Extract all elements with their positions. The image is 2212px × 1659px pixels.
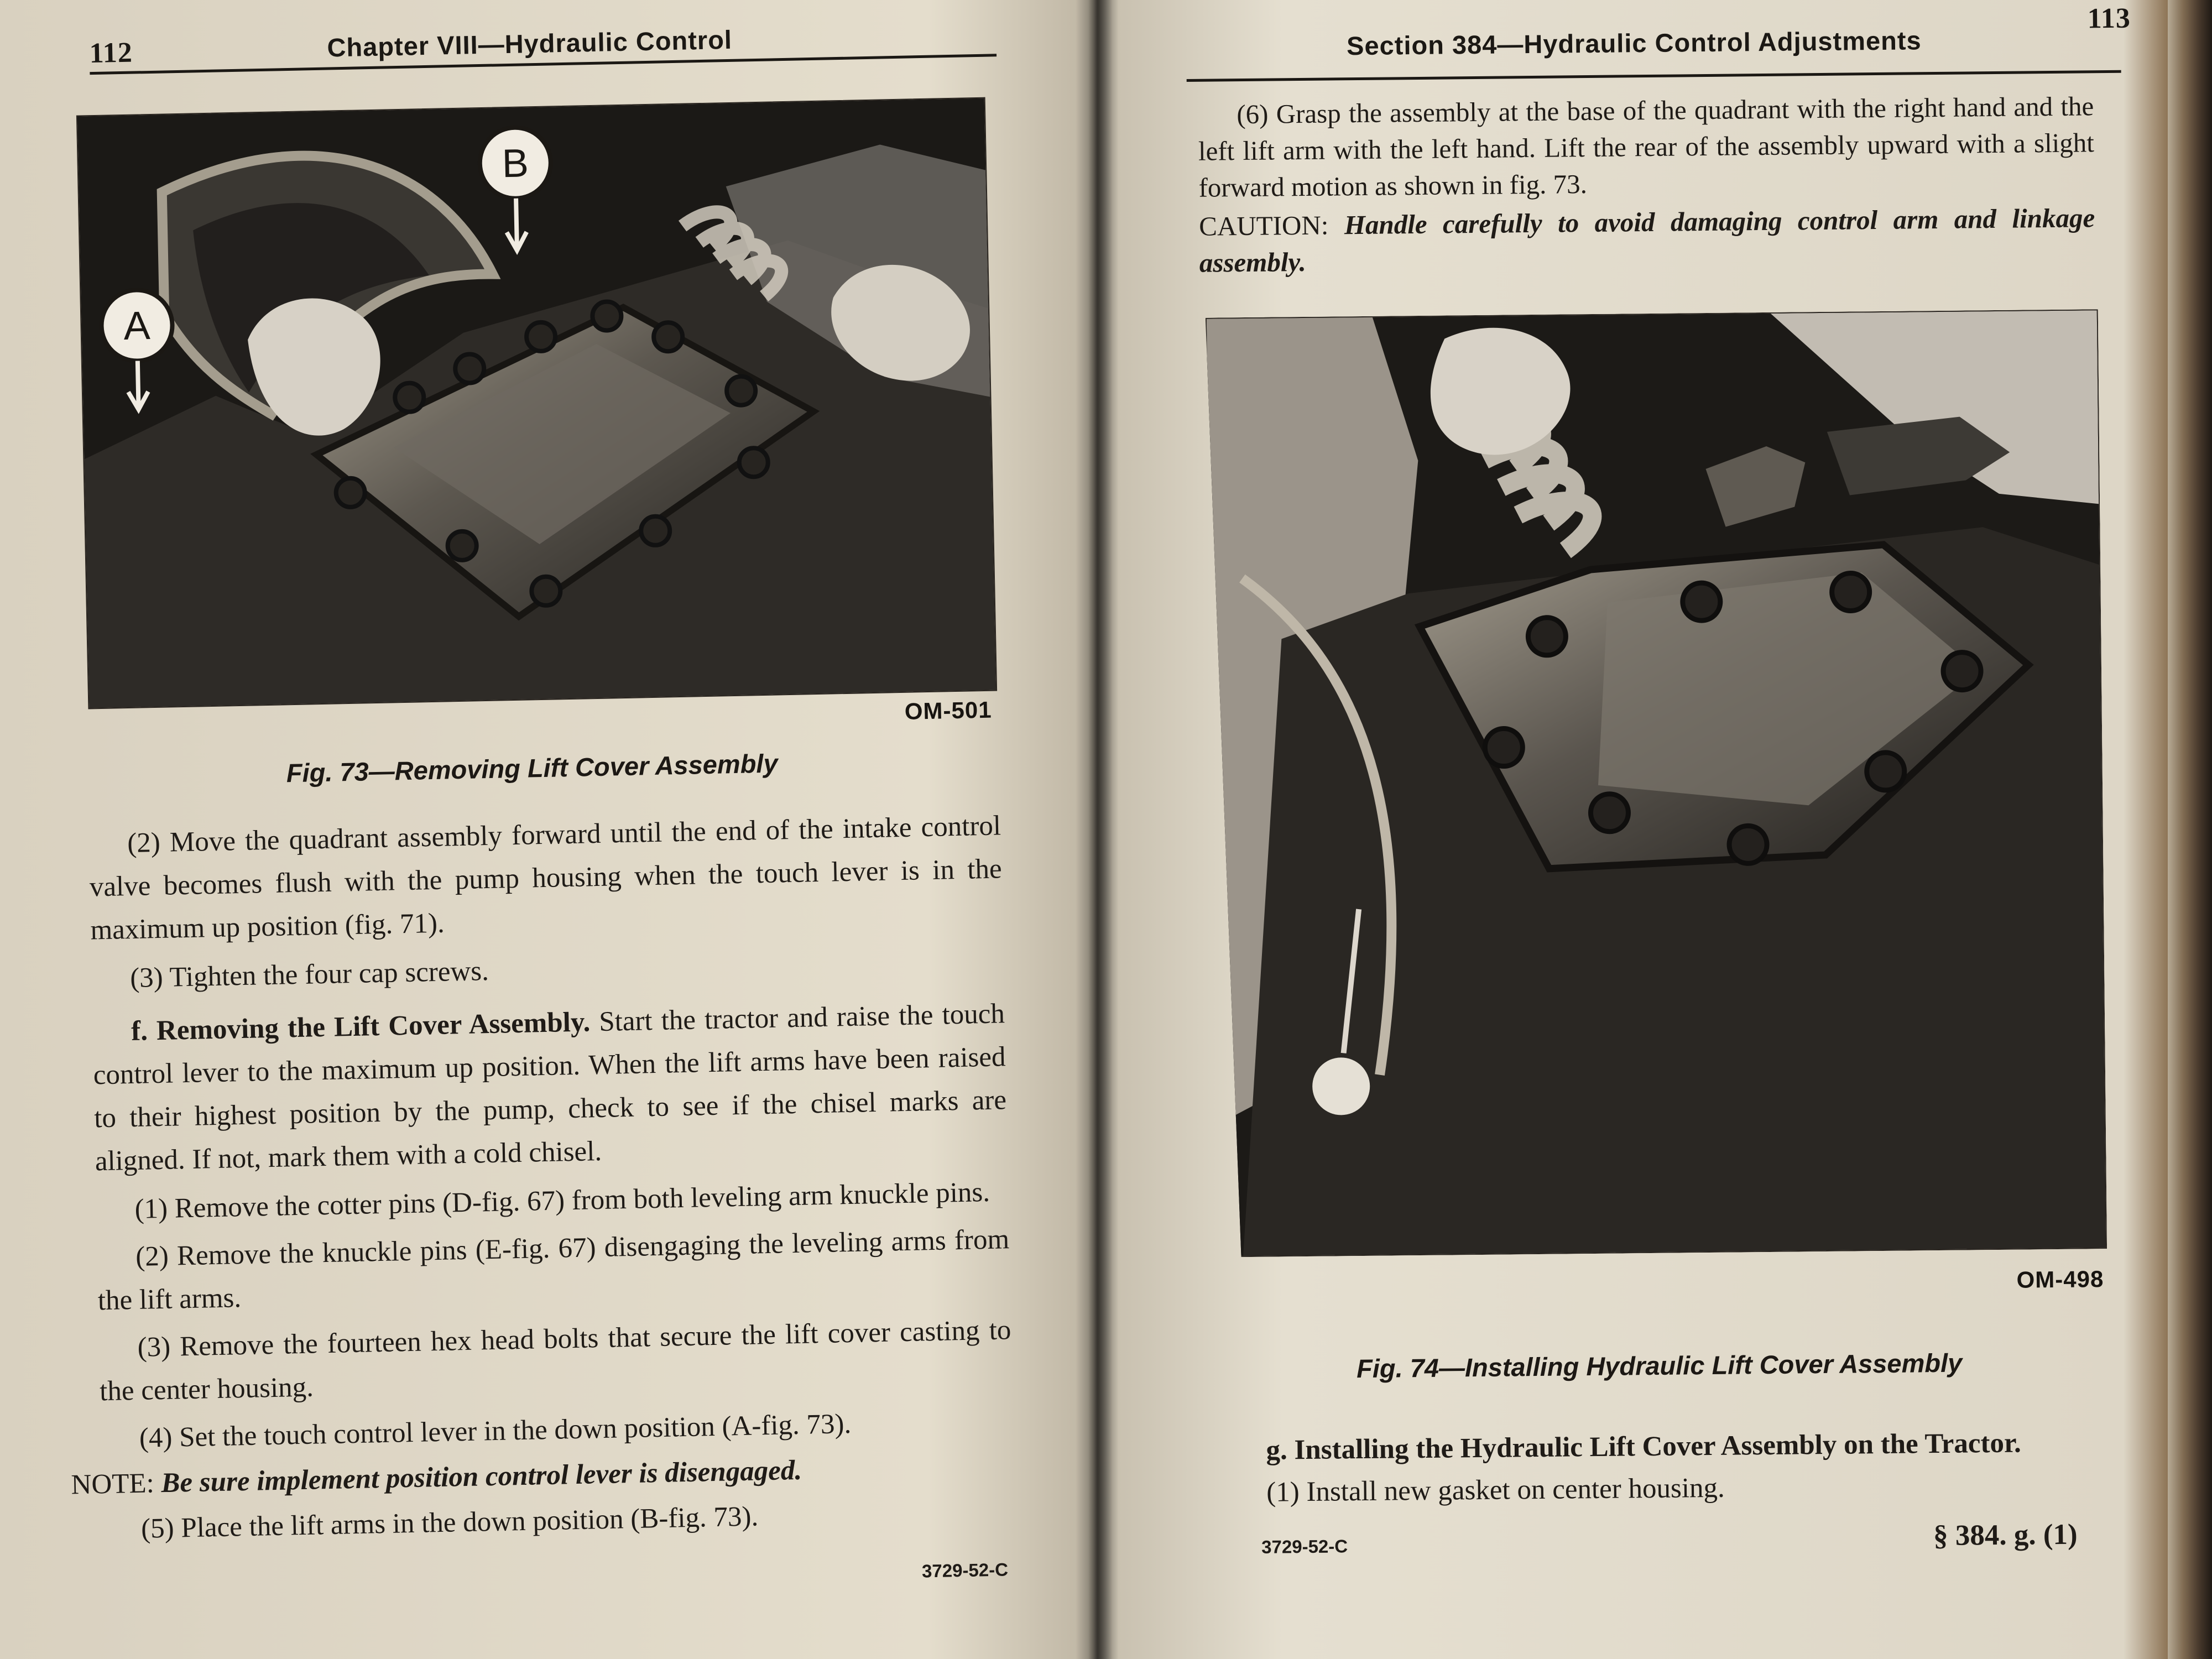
- figure-73-caption: Fig. 73—Removing Lift Cover Assembly: [286, 748, 779, 788]
- right-page-content: [1186, 2, 2153, 1636]
- caution-text: Handle carefully to avoid damaging control arm and linkage assembly.: [1199, 202, 2095, 278]
- removal-step-5: (5) Place the lift arms in the down position (B-fig. 73).: [140, 1501, 759, 1545]
- note-text: Be sure implement position control lever is disengaged.: [160, 1454, 802, 1499]
- figure-73-photograph: [76, 97, 997, 709]
- removal-step-1: (1) Remove the cotter pins (D-fig. 67) from both leveling arm knuckle pins.: [134, 1176, 990, 1225]
- figure-73-photo-code: OM-501: [904, 696, 992, 724]
- figure-74-caption: Fig. 74—Installing Hydraulic Lift Cover Assembly: [1356, 1348, 1963, 1384]
- section-g-heading: g. Installing the Hydraulic Lift Cover Assembly on the Tractor.: [1266, 1427, 2021, 1466]
- install-step-1: (1) Install new gasket on center housing.: [1266, 1472, 1725, 1508]
- section-f-heading: f. Removing the Lift Cover Assembly.: [131, 1006, 591, 1047]
- left-form-code: 3729-52-C: [921, 1559, 1009, 1582]
- section-f-body: Start the tractor and raise the touch control lever to the maximum up position. When the lift arms have been raised to their highest position by the pump, check to see if the chisel marks are aligned. If not, mark them with a cold chisel.: [93, 998, 1007, 1177]
- callout-a-label: A: [123, 304, 151, 349]
- left-book-page: [0, 0, 1092, 1659]
- chapter-title: Chapter VIII—Hydraulic Control: [327, 24, 733, 62]
- removal-step-6: (6) Grasp the assembly at the base of the quadrant with the right hand and the left lift arm with the left hand. Lift the rear of the assembly upward with a slight forward motion as shown in fig. 73.: [1198, 91, 2095, 203]
- caution-note: [1199, 200, 2095, 281]
- right-book-edge: [2168, 0, 2212, 1659]
- note-label: NOTE:: [71, 1468, 155, 1501]
- caution-label: CAUTION:: [1198, 210, 1329, 242]
- right-book-page: [1106, 0, 2173, 1659]
- right-page-intro-text: [1198, 88, 2095, 278]
- right-form-code: 3729-52-C: [1261, 1536, 1348, 1557]
- removal-step-2: (2) Remove the knuckle pins (E-fig. 67) disengaging the leveling arms from the lift arms.: [97, 1224, 1010, 1317]
- right-running-header: [1346, 2, 2131, 69]
- section-reference: § 384. g. (1): [1933, 1518, 2078, 1552]
- figure-74-photograph: [1206, 309, 2107, 1257]
- instruction-2-paragraph: (2) Move the quadrant assembly forward until the end of the intake control valve becomes flush with the pump housing when the touch lever is in the maximum up position (fig. 71).: [89, 810, 1003, 946]
- left-running-header: [89, 19, 991, 76]
- right-page-number: 113: [2087, 2, 2131, 35]
- callout-b-label: B: [502, 141, 529, 186]
- section-f-paragraph: [92, 992, 1008, 1183]
- section-title: Section 384—Hydraulic Control Adjustments: [1346, 25, 1922, 61]
- section-g-text: [1266, 1423, 2116, 1531]
- figure-73-photo-art: [77, 98, 996, 708]
- instruction-3-paragraph: (3) Tighten the four cap screws.: [129, 956, 489, 994]
- removal-step-4: (4) Set the touch control lever in the down position (A-fig. 73).: [139, 1408, 852, 1454]
- removal-step-3: (3) Remove the fourteen hex head bolts that secure the lift cover casting to the center housing.: [99, 1314, 1011, 1407]
- control-lever-knob: [1312, 1057, 1370, 1115]
- left-page-content: [11, 0, 1061, 1645]
- left-page-text: [71, 804, 1016, 1608]
- right-header-rule: [1187, 70, 2121, 82]
- figure-74-photo-code: OM-498: [2016, 1266, 2104, 1293]
- left-page-number: 112: [89, 36, 133, 70]
- figure-74-photo-art: [1207, 310, 2106, 1256]
